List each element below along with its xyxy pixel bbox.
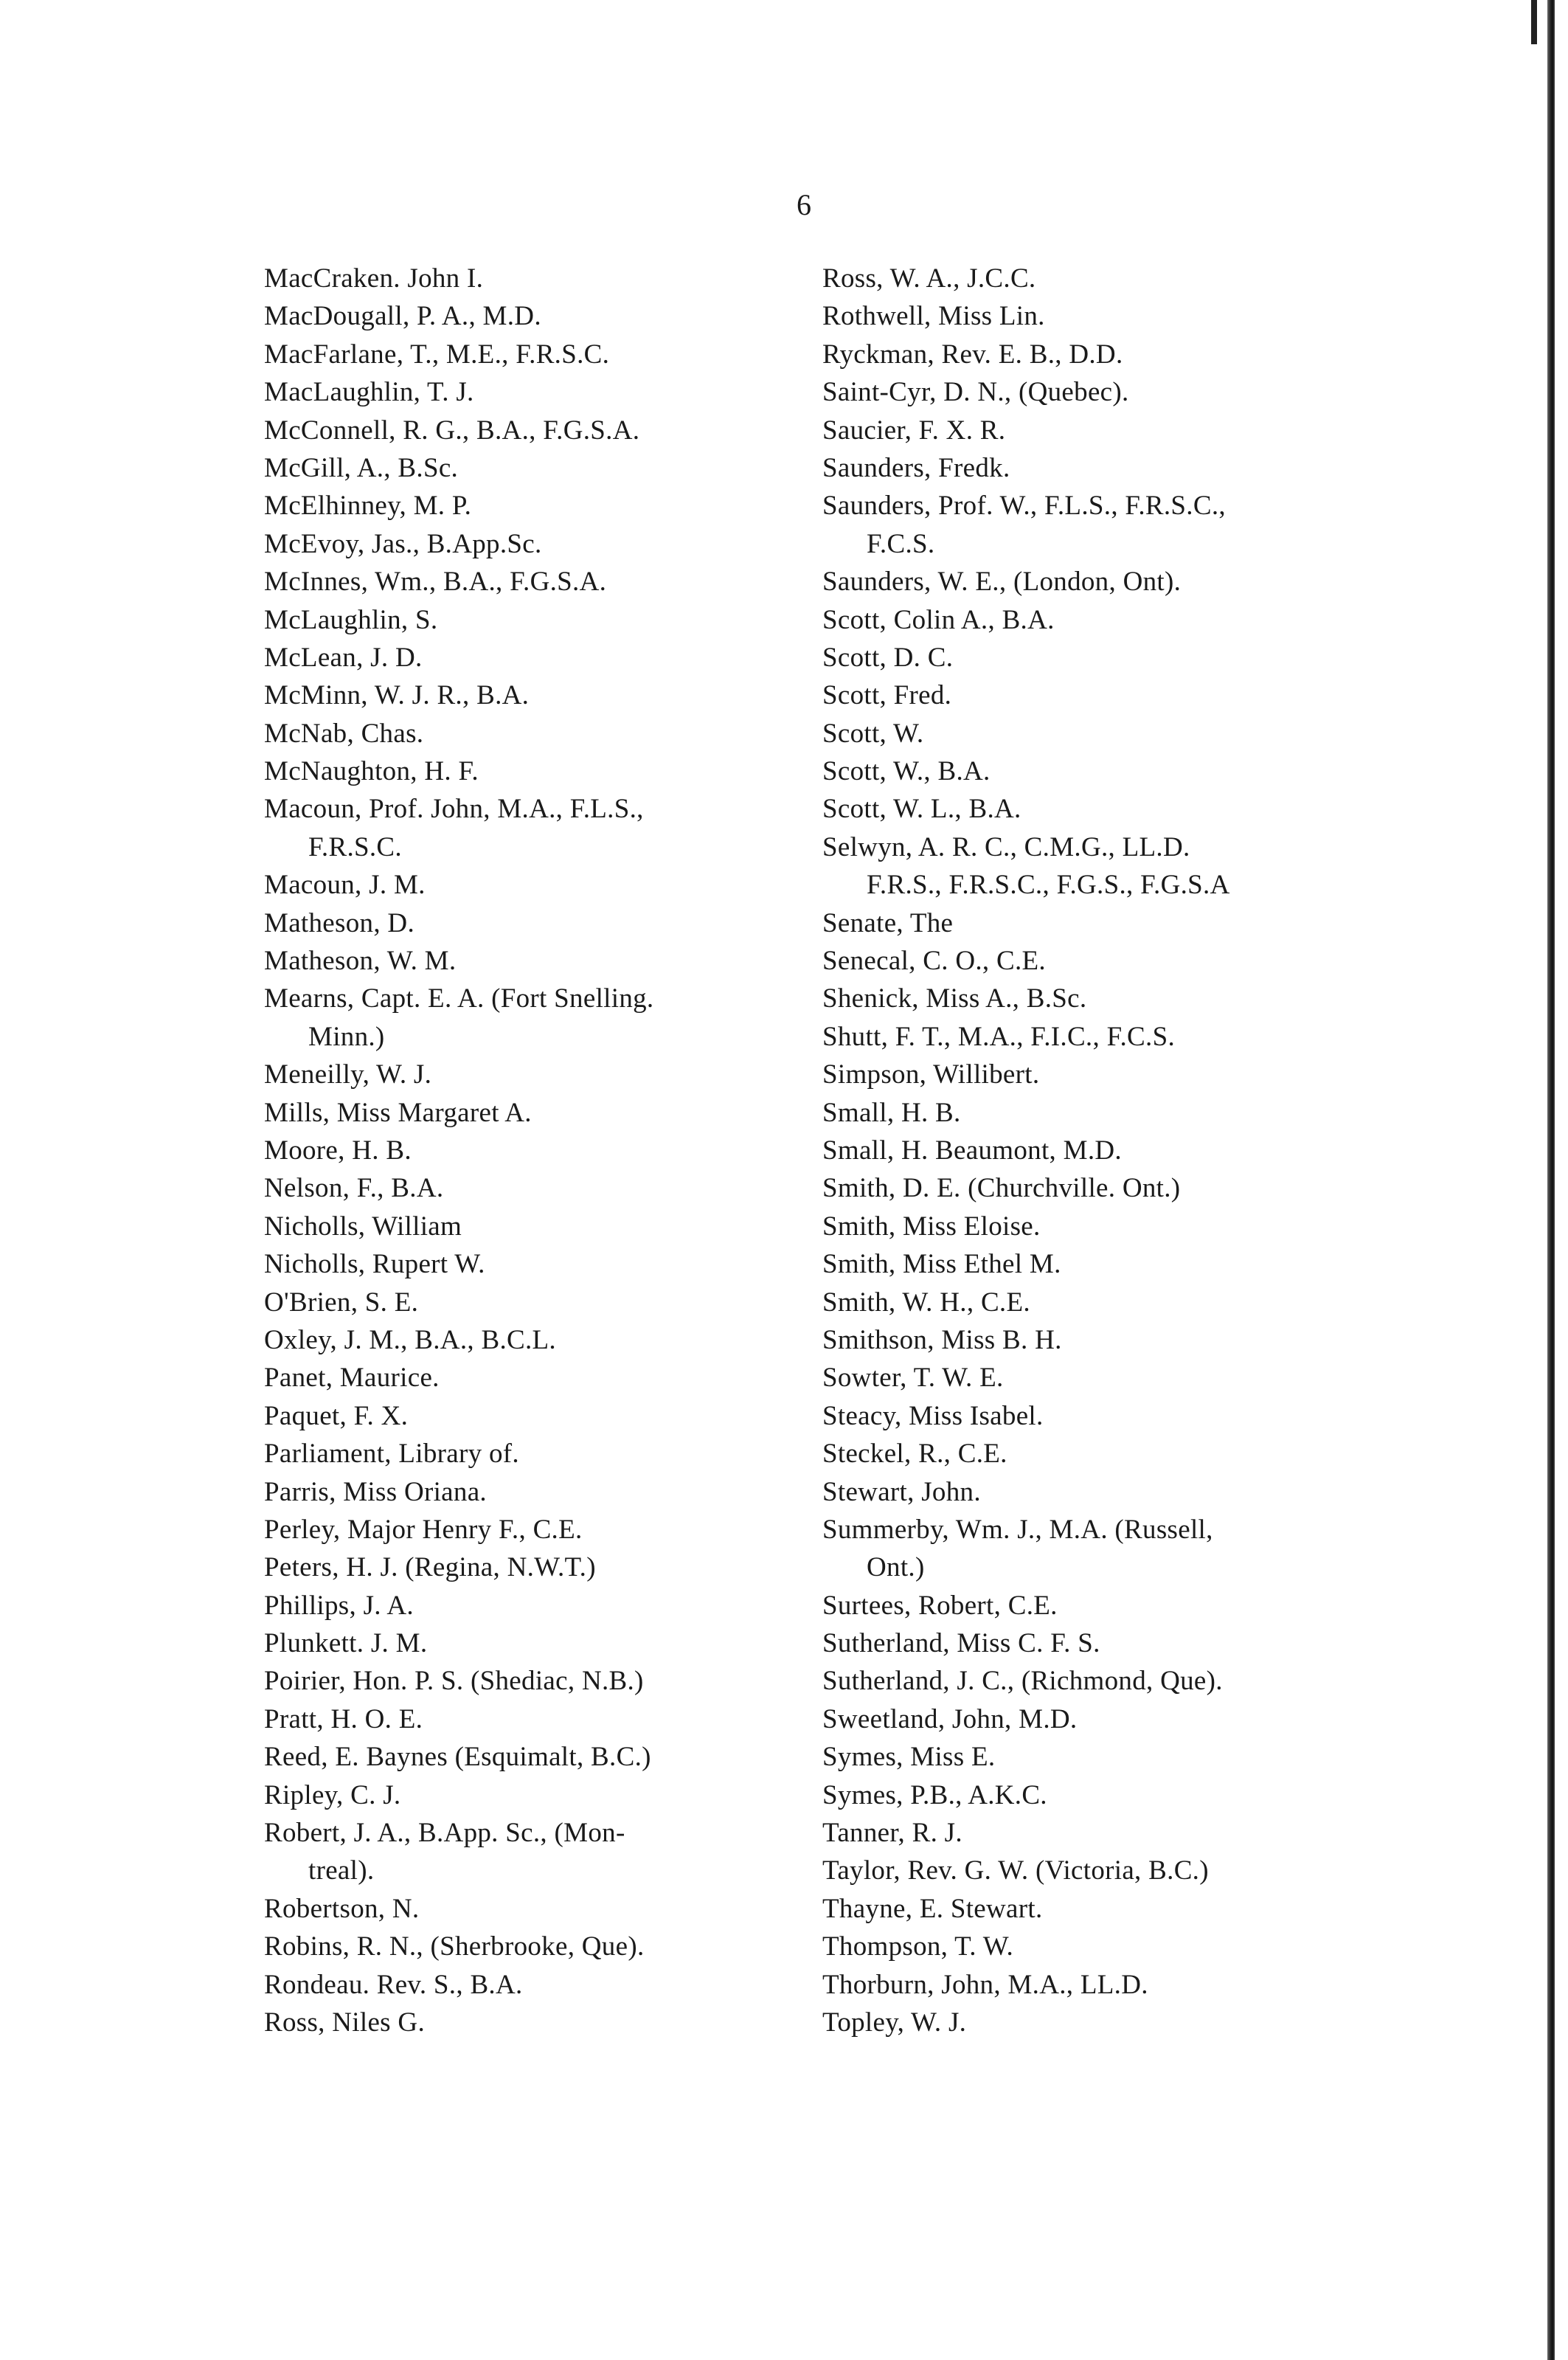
list-item: Smith, D. E. (Churchville. Ont.) — [822, 1173, 1181, 1204]
list-item: Steckel, R., C.E. — [822, 1439, 1007, 1470]
list-item-continuation: F.R.S.C. — [308, 831, 402, 862]
list-item: Saunders, W. E., (London, Ont). — [822, 567, 1182, 598]
list-item: Ross, W. A., J.C.C. — [822, 263, 1036, 294]
list-item: Phillips, J. A. — [264, 1590, 414, 1621]
list-item: MacCraken. John I. — [264, 263, 484, 294]
list-item: Saunders, Fredk. — [822, 452, 1010, 483]
list-item: Sutherland, Miss C. F. S. — [822, 1628, 1100, 1659]
list-item: Smith, W. H., C.E. — [822, 1287, 1030, 1318]
list-item: McNab, Chas. — [264, 718, 424, 749]
list-item-continuation: F.C.S. — [867, 528, 935, 559]
list-item: Reed, E. Baynes (Esquimalt, B.C.) — [264, 1742, 651, 1773]
list-item: McElhinney, M. P. — [264, 491, 472, 522]
list-item: Matheson, W. M. — [264, 946, 457, 977]
list-item: Simpson, Willibert. — [822, 1059, 1040, 1090]
list-item: McLean, J. D. — [264, 642, 423, 673]
list-item: Rothwell, Miss Lin. — [822, 301, 1045, 332]
list-item: Pratt, H. O. E. — [264, 1703, 423, 1734]
list-item: Senate, The — [822, 907, 954, 938]
list-item: Ross, Niles G. — [264, 2007, 425, 2038]
list-item: Surtees, Robert, C.E. — [822, 1590, 1058, 1621]
list-item: Rondeau. Rev. S., B.A. — [264, 1969, 523, 2000]
scan-edge-border — [1547, 0, 1555, 2360]
list-item: McMinn, W. J. R., B.A. — [264, 680, 530, 711]
list-item: Scott, Colin A., B.A. — [822, 604, 1055, 635]
list-item: Small, H. Beaumont, M.D. — [822, 1135, 1122, 1166]
list-item: Symes, Miss E. — [822, 1742, 996, 1773]
list-item: Ripley, C. J. — [264, 1779, 401, 1810]
list-item: McInnes, Wm., B.A., F.G.S.A. — [264, 567, 607, 598]
list-item: Macoun, Prof. John, M.A., F.L.S., — [264, 794, 644, 825]
list-item-continuation: Minn.) — [308, 1021, 385, 1052]
list-item: Scott, W. — [822, 718, 924, 749]
list-item: Small, H. B. — [822, 1097, 961, 1128]
list-item: Thayne, E. Stewart. — [822, 1893, 1043, 1924]
list-item: Scott, Fred. — [822, 680, 952, 711]
list-item-continuation: Ont.) — [867, 1552, 925, 1583]
list-item: Shutt, F. T., M.A., F.I.C., F.C.S. — [822, 1021, 1175, 1052]
list-item: Matheson, D. — [264, 907, 414, 938]
list-item: Parliament, Library of. — [264, 1439, 519, 1470]
list-item: MacDougall, P. A., M.D. — [264, 301, 541, 332]
list-item: Symes, P.B., A.K.C. — [822, 1779, 1047, 1810]
list-item: O'Brien, S. E. — [264, 1287, 419, 1318]
list-item: Smith, Miss Eloise. — [822, 1211, 1041, 1242]
right-column — [822, 260, 1412, 2041]
list-item: Thorburn, John, M.A., LL.D. — [822, 1969, 1148, 2000]
list-item: Stewart, John. — [822, 1476, 981, 1507]
list-item: MacFarlane, T., M.E., F.R.S.C. — [264, 339, 610, 370]
list-item-continuation: F.R.S., F.R.S.C., F.G.S., F.G.S.A — [867, 870, 1230, 901]
list-item: Topley, W. J. — [822, 2007, 967, 2038]
list-item: Smithson, Miss B. H. — [822, 1324, 1062, 1355]
list-item: Scott, W., B.A. — [822, 756, 991, 787]
list-item: Ryckman, Rev. E. B., D.D. — [822, 339, 1123, 370]
list-item: Nicholls, Rupert W. — [264, 1249, 485, 1280]
list-item: Nicholls, William — [264, 1211, 462, 1242]
list-item: Parris, Miss Oriana. — [264, 1476, 487, 1507]
list-item: Robert, J. A., B.App. Sc., (Mon- — [264, 1818, 625, 1849]
list-item: Senecal, C. O., C.E. — [822, 946, 1046, 977]
list-item: Tanner, R. J. — [822, 1818, 962, 1849]
list-item: Perley, Major Henry F., C.E. — [264, 1514, 583, 1545]
list-item: McLaughlin, S. — [264, 604, 438, 635]
left-column — [264, 260, 810, 2041]
list-item: MacLaughlin, T. J. — [264, 377, 474, 408]
list-item: Meneilly, W. J. — [264, 1059, 432, 1090]
list-item: Mearns, Capt. E. A. (Fort Snelling. — [264, 983, 654, 1014]
list-item: Robins, R. N., (Sherbrooke, Que). — [264, 1931, 645, 1962]
scan-edge-mark — [1531, 0, 1537, 44]
list-item: McNaughton, H. F. — [264, 756, 479, 787]
list-item: Sweetland, John, M.D. — [822, 1703, 1078, 1734]
list-item: Plunkett. J. M. — [264, 1628, 428, 1659]
list-item: Sowter, T. W. E. — [822, 1363, 1004, 1394]
list-item: Nelson, F., B.A. — [264, 1173, 444, 1204]
list-item: Macoun, J. M. — [264, 870, 426, 901]
list-item: Mills, Miss Margaret A. — [264, 1097, 532, 1128]
list-item: Saunders, Prof. W., F.L.S., F.R.S.C., — [822, 491, 1226, 522]
list-item-continuation: treal). — [308, 1855, 375, 1886]
list-item: McEvoy, Jas., B.App.Sc. — [264, 528, 542, 559]
list-item: Shenick, Miss A., B.Sc. — [822, 983, 1087, 1014]
list-item: Saucier, F. X. R. — [822, 415, 1006, 446]
list-item: McGill, A., B.Sc. — [264, 452, 459, 483]
list-item: Moore, H. B. — [264, 1135, 412, 1166]
list-item: Taylor, Rev. G. W. (Victoria, B.C.) — [822, 1855, 1209, 1886]
list-item: Scott, D. C. — [822, 642, 954, 673]
list-item: Panet, Maurice. — [264, 1363, 440, 1394]
list-item: Paquet, F. X. — [264, 1400, 409, 1431]
list-item: Smith, Miss Ethel M. — [822, 1249, 1061, 1280]
list-item: Selwyn, A. R. C., C.M.G., LL.D. — [822, 831, 1190, 862]
page-number: 6 — [797, 188, 811, 221]
list-item: McConnell, R. G., B.A., F.G.S.A. — [264, 415, 640, 446]
list-item: Oxley, J. M., B.A., B.C.L. — [264, 1324, 556, 1355]
list-item: Peters, H. J. (Regina, N.W.T.) — [264, 1552, 596, 1583]
list-item: Poirier, Hon. P. S. (Shediac, N.B.) — [264, 1666, 644, 1697]
list-item: Summerby, Wm. J., M.A. (Russell, — [822, 1514, 1213, 1545]
list-item: Robertson, N. — [264, 1893, 420, 1924]
list-item: Scott, W. L., B.A. — [822, 794, 1021, 825]
list-item: Steacy, Miss Isabel. — [822, 1400, 1044, 1431]
list-item: Thompson, T. W. — [822, 1931, 1014, 1962]
list-item: Saint-Cyr, D. N., (Quebec). — [822, 377, 1129, 408]
list-item: Sutherland, J. C., (Richmond, Que). — [822, 1666, 1223, 1697]
